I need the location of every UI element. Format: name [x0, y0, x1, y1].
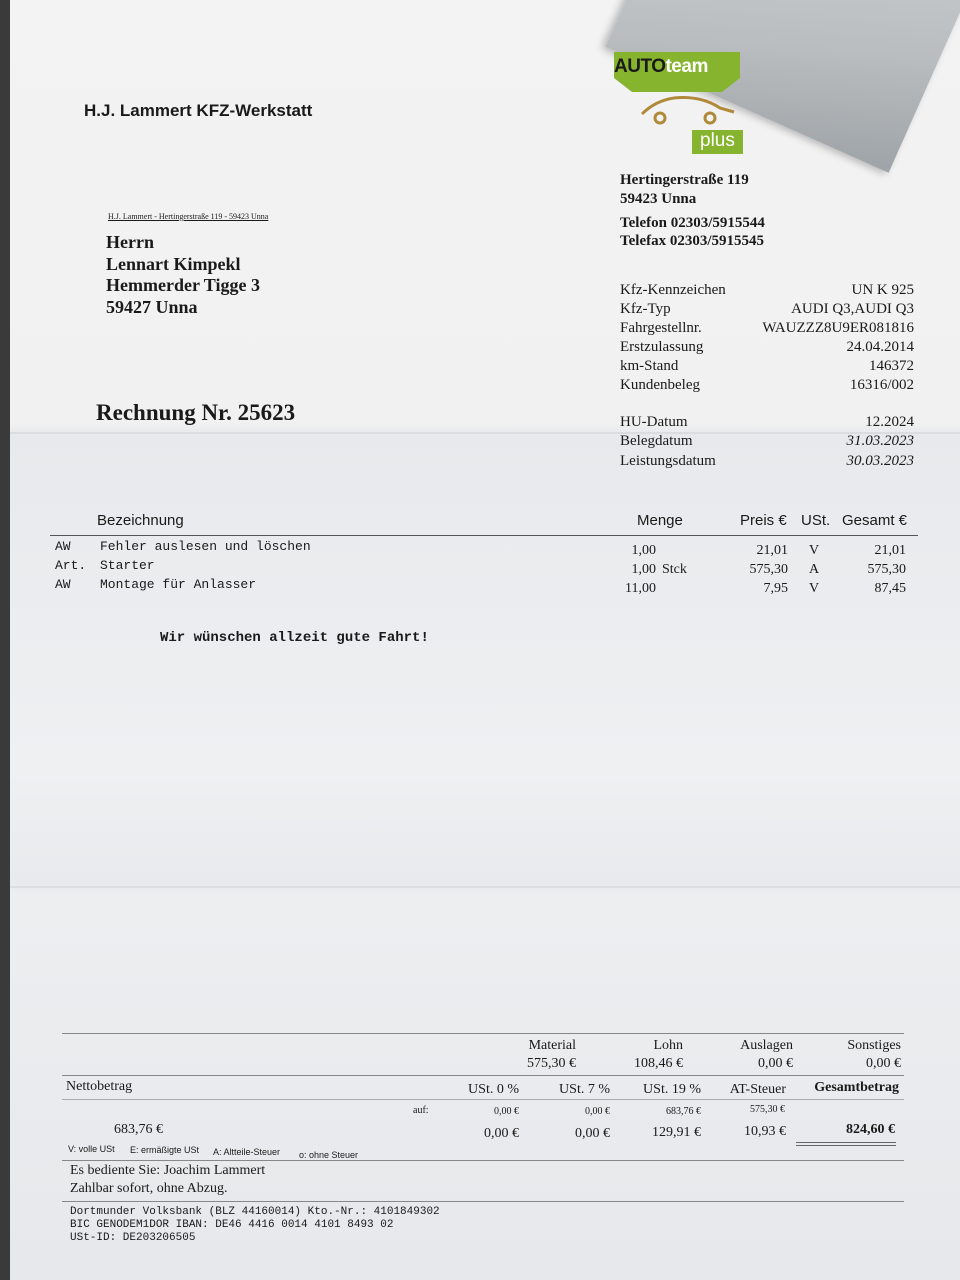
item-price: 575,30 — [749, 562, 788, 577]
item-qty: 11,00 — [625, 581, 656, 596]
fold-line — [10, 432, 960, 434]
summary-header-rule — [62, 1099, 904, 1100]
shop-city: 59423 Unna — [620, 191, 697, 207]
item-type: AW — [55, 577, 71, 592]
col-header-total: Gesamt € — [842, 512, 908, 529]
col-header-price: Preis € — [740, 512, 787, 529]
vehicle-value: UN K 925 — [851, 282, 914, 298]
tax-col-label: USt. 7 % — [559, 1082, 610, 1097]
item-desc: Montage für Anlasser — [100, 577, 257, 592]
total-underline — [796, 1142, 896, 1143]
summary-category-value: 108,46 € — [634, 1056, 683, 1071]
summary-category-label: Auslagen — [740, 1038, 793, 1053]
vehicle-label: km-Stand — [620, 358, 679, 374]
greeting-text: Wir wünschen allzeit gute Fahrt! — [160, 630, 429, 646]
item-type: AW — [55, 539, 71, 554]
item-type: Art. — [55, 558, 87, 573]
logo-wordmark: AUTOteam — [614, 56, 708, 77]
shop-street: Hertingerstraße 119 — [620, 172, 749, 188]
vat-legend: E: ermäßigte USt — [130, 1145, 200, 1155]
tax-col-label: USt. 19 % — [643, 1082, 701, 1097]
vehicle-value: AUDI Q3,AUDI Q3 — [791, 301, 914, 317]
fold-line — [10, 886, 960, 888]
autoteam-logo — [614, 52, 754, 162]
recipient-name: Lennart Kimpekl — [106, 254, 241, 274]
shop-phone: Telefon 02303/5915544 — [620, 215, 765, 231]
summary-category-label: Lohn — [653, 1038, 683, 1053]
col-header-desc: Bezeichnung — [97, 512, 184, 529]
vehicle-value: 16316/002 — [849, 377, 914, 393]
item-desc: Starter — [100, 558, 155, 573]
summary-category-label: Material — [528, 1038, 576, 1053]
total-value: 824,60 € — [846, 1122, 895, 1137]
item-price: 7,95 — [763, 581, 788, 596]
vehicle-value: WAUZZZ8U9ER081816 — [762, 320, 914, 336]
vehicle-label: Kfz-Typ — [620, 301, 671, 317]
item-vat: V — [809, 543, 820, 558]
tax-amount: 129,91 € — [652, 1125, 701, 1140]
vat-id: USt-ID: DE203206505 — [70, 1232, 196, 1244]
recipient-city: 59427 Unna — [106, 297, 198, 317]
summary-top-rule — [62, 1033, 904, 1034]
bank-details: Dortmunder Volksbank (BLZ 44160014) Kto.-Nr.: 4101849302 — [70, 1206, 440, 1218]
netto-value: 683,76 € — [114, 1122, 163, 1137]
vehicle-label: Erstzulassung — [620, 339, 704, 355]
col-header-qty: Menge — [637, 512, 683, 529]
item-desc: Fehler auslesen und löschen — [100, 539, 311, 554]
invoice-title: Rechnung Nr. 25623 — [96, 400, 296, 425]
vehicle-value: 146372 — [869, 358, 914, 374]
item-unit: Stck — [662, 562, 687, 577]
tax-amount: 0,00 € — [484, 1126, 519, 1141]
tax-amount: 0,00 € — [575, 1126, 610, 1141]
logo-plus-badge: plus — [692, 130, 743, 154]
company-name: H.J. Lammert KFZ-Werkstatt — [84, 101, 313, 120]
col-header-vat: USt. — [801, 512, 831, 529]
vehicle-value: 24.04.2014 — [846, 339, 914, 355]
date-value: 12.2024 — [865, 414, 914, 430]
recipient-street: Hemmerder Tigge 3 — [106, 275, 260, 295]
item-qty: 1,00 — [631, 562, 656, 577]
date-value: 31.03.2023 — [846, 433, 914, 449]
summary-category-value: 575,30 € — [527, 1056, 576, 1071]
tax-amount: 10,93 € — [744, 1124, 786, 1139]
summary-category-value: 0,00 € — [758, 1056, 793, 1071]
summary-category-value: 0,00 € — [866, 1056, 901, 1071]
date-label: Leistungsdatum — [620, 453, 716, 469]
item-vat: A — [809, 562, 820, 577]
auf-label: auf: — [413, 1105, 429, 1116]
served-by: Es bediente Sie: Joachim Lammert — [70, 1163, 266, 1178]
item-total: 575,30 — [867, 562, 906, 577]
netto-label: Nettobetrag — [66, 1079, 133, 1094]
vehicle-label: Kfz-Kennzeichen — [620, 282, 726, 298]
item-qty: 1,00 — [631, 543, 656, 558]
date-label: Belegdatum — [620, 433, 693, 449]
vat-legend: o: ohne Steuer — [299, 1150, 359, 1160]
tax-col-label: USt. 0 % — [468, 1082, 519, 1097]
table-divider — [50, 535, 918, 536]
item-vat: V — [809, 581, 820, 596]
summary-mid-rule — [62, 1075, 904, 1076]
tax-base: 683,76 € — [666, 1106, 701, 1117]
tax-base: 0,00 € — [494, 1106, 519, 1117]
vehicle-label: Kundenbeleg — [620, 377, 700, 393]
vat-legend: V: volle USt — [68, 1144, 115, 1154]
total-label: Gesamtbetrag — [814, 1080, 899, 1095]
bank-rule — [62, 1201, 904, 1202]
tax-base: 0,00 € — [585, 1106, 610, 1117]
shop-fax: Telefax 02303/5915545 — [620, 233, 765, 249]
vat-legend: A: Altteile-Steuer — [213, 1147, 281, 1157]
recipient-salutation: Herrn — [106, 232, 154, 252]
tax-base: 575,30 € — [750, 1104, 785, 1115]
summary-category-label: Sonstiges — [847, 1038, 901, 1053]
item-total: 87,45 — [874, 581, 906, 596]
date-value: 30.03.2023 — [846, 453, 914, 469]
date-label: HU-Datum — [620, 414, 688, 430]
car-icon — [638, 92, 738, 132]
footer-rule — [62, 1160, 904, 1161]
total-underline — [796, 1145, 896, 1146]
item-price: 21,01 — [756, 543, 788, 558]
tax-col-label: AT-Steuer — [729, 1082, 786, 1097]
sender-line: H.J. Lammert - Hertingerstraße 119 - 59423 Unna — [108, 212, 269, 221]
bank-iban: BIC GENODEM1DOR IBAN: DE46 4416 0014 4101 8493 02 — [70, 1219, 394, 1231]
item-total: 21,01 — [874, 543, 906, 558]
payment-terms: Zahlbar sofort, ohne Abzug. — [70, 1181, 228, 1196]
vehicle-label: Fahrgestellnr. — [620, 320, 702, 336]
